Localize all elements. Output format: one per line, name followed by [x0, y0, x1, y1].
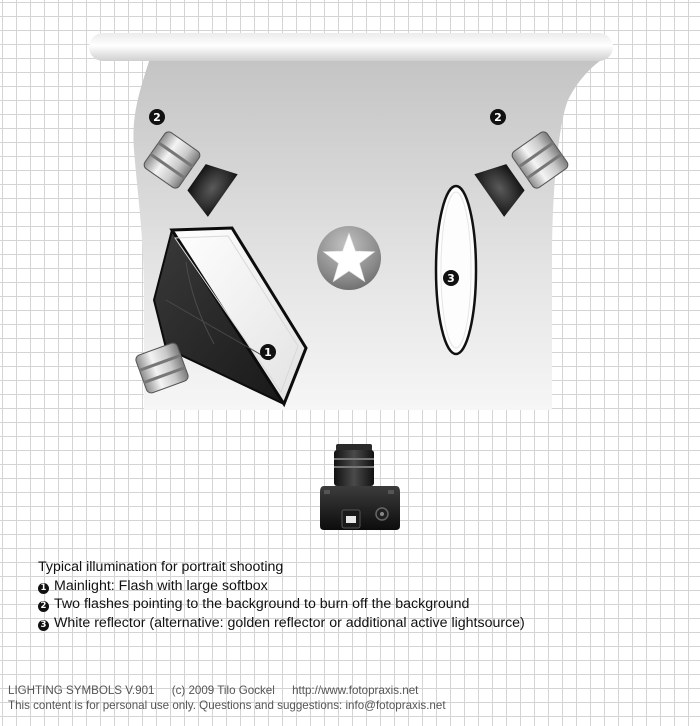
caption-item-mainlight: [38, 577, 525, 596]
footer-product: LIGHTING SYMBOLS V.901: [8, 684, 155, 697]
marker-badge: 1: [38, 583, 49, 594]
camera-icon: [320, 444, 400, 530]
caption-item-text: White reflector (alternative: golden reflector or additional active lightsource): [54, 614, 525, 631]
footer-url: http://www.fotopraxis.net: [292, 684, 419, 697]
caption-item-reflector: [38, 614, 525, 633]
subject-star-icon: [317, 226, 381, 290]
svg-text:3: 3: [447, 272, 455, 285]
caption-item-background-flashes: [38, 595, 525, 614]
svg-text:2: 2: [494, 111, 502, 124]
marker-2-right: [490, 109, 506, 125]
reflector-icon: [436, 186, 476, 354]
caption-item-text: Two flashes pointing to the background to burn off the background: [54, 596, 470, 612]
caption-title: Typical illumination for portrait shooting: [38, 559, 284, 575]
marker-2-left: [149, 109, 165, 125]
backdrop-roll: [89, 33, 613, 61]
svg-text:2: 2: [153, 111, 161, 124]
footer-credits: [8, 683, 446, 698]
marker-badge: 2: [38, 601, 49, 612]
caption-item-text: Mainlight: Flash with large softbox: [54, 577, 268, 594]
svg-text:1: 1: [264, 346, 272, 359]
footer-copyright: (c) 2009 Tilo Gockel: [171, 684, 275, 697]
footer: [8, 683, 446, 713]
caption: [38, 558, 525, 632]
footer-notice: This content is for personal use only. Questions and suggestions: info@fotopraxis.net: [8, 699, 446, 712]
marker-badge: 3: [38, 620, 49, 631]
